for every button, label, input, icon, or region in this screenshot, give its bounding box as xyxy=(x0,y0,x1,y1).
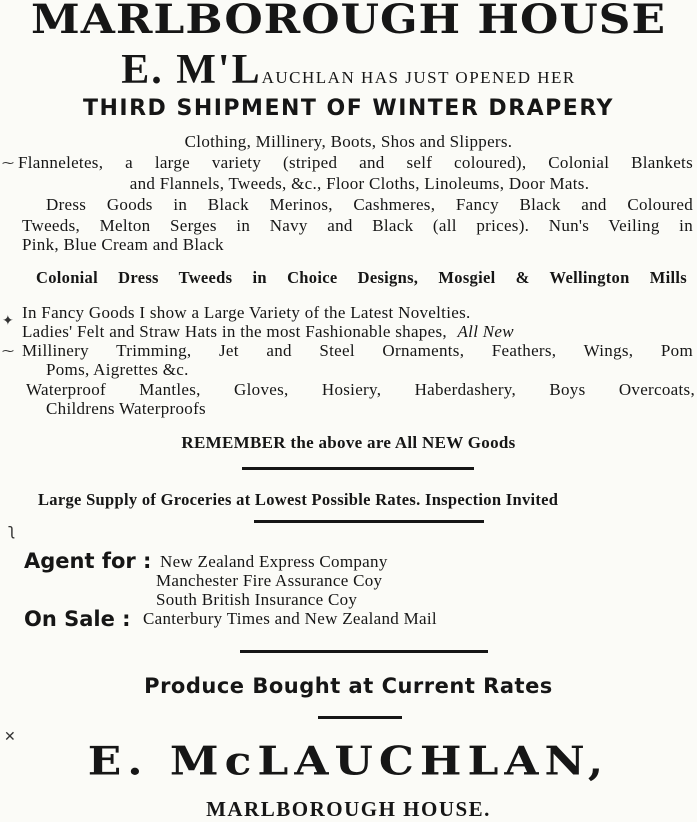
line-colonial-tweeds: Colonial Dress Tweeds in Choice Designs, Mosgiel & Wellington Mills xyxy=(36,268,687,287)
line-hats xyxy=(22,322,697,342)
sale-value: Canterbury Times and New Zealand Mail xyxy=(143,609,437,628)
margin-mark: ⁓ xyxy=(2,156,14,170)
divider-rule-4 xyxy=(318,716,402,719)
line-childrens: Childrens Waterproofs xyxy=(46,399,206,418)
divider-rule-3 xyxy=(240,650,488,653)
margin-mark: ✦ xyxy=(2,313,14,329)
hats-text: Ladies' Felt and Straw Hats in the most Fashionable shapes, xyxy=(22,322,447,341)
line-fancy-goods: In Fancy Goods I show a Large Variety of the Latest Novelties. xyxy=(22,303,471,322)
margin-mark: ⁓ xyxy=(2,344,14,358)
agent-item-3: South British Insurance Coy xyxy=(156,590,358,609)
divider-rule-1 xyxy=(242,467,474,470)
line-pink: Pink, Blue Cream and Black xyxy=(22,235,224,254)
footer-address: MARLBOROUGH HOUSE. xyxy=(206,797,491,821)
line-waterproof: Waterproof Mantles, Gloves, Hosiery, Haberdashery, Boys Overcoats, xyxy=(26,380,695,399)
sale-label: On Sale : xyxy=(24,607,131,631)
masthead-title: MARLBOROUGH HOUSE xyxy=(31,0,666,43)
agent-item-1: New Zealand Express Company xyxy=(160,552,388,571)
line-poms: Poms, Aigrettes &c. xyxy=(46,360,189,379)
opened-rest: AUCHLAN HAS JUST OPENED HER xyxy=(261,68,576,87)
line-millinery: Millinery Trimming, Jet and Steel Ornaments, Feathers, Wings, Pom xyxy=(22,341,693,360)
opened-line xyxy=(0,46,697,94)
opened-initial: E. M'L xyxy=(121,47,262,93)
shipment-heading: THIRD SHIPMENT OF WINTER DRAPERY xyxy=(83,96,614,121)
agent-label: Agent for : xyxy=(24,549,152,573)
line-groceries: Large Supply of Groceries at Lowest Possible Rates. Inspection Invited xyxy=(38,490,559,509)
line-clothing: Clothing, Millinery, Boots, Shos and Slippers. xyxy=(184,132,513,151)
all-new-text: All New xyxy=(457,322,514,341)
produce-line: Produce Bought at Current Rates xyxy=(144,674,553,698)
signature-name: E. McLAUCHLAN, xyxy=(87,738,610,785)
agent-item-2: Manchester Fire Assurance Coy xyxy=(156,571,383,590)
line-flannels: and Flannels, Tweeds, &c., Floor Cloths, Linoleums, Door Mats. xyxy=(129,174,590,193)
divider-rule-2 xyxy=(254,520,484,523)
line-tweeds: Tweeds, Melton Serges in Navy and Black (all prices). Nun's Veiling in xyxy=(22,216,693,235)
margin-mark: ✕ xyxy=(4,729,16,745)
line-dress-goods: Dress Goods in Black Merinos, Cashmeres, Fancy Black and Coloured xyxy=(46,195,693,214)
line-remember: REMEMBER the above are All NEW Goods xyxy=(181,433,516,452)
margin-mark: ʅ xyxy=(8,520,16,539)
line-flanneletes: Flanneletes, a large variety (striped and self coloured), Colonial Blankets xyxy=(18,153,693,172)
